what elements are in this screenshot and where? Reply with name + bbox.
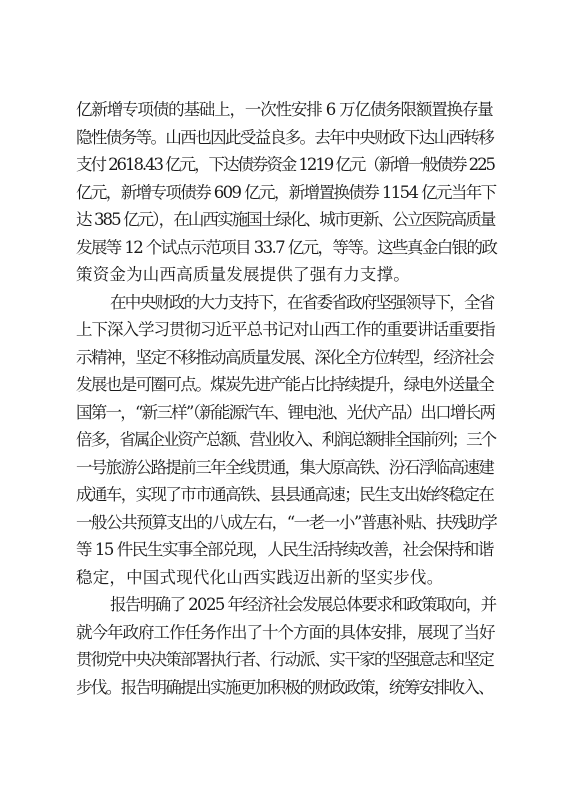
- text-line: 支付 2618.43 亿元，下达债券资金 1219 亿元（新增一般债券 225: [76, 155, 494, 174]
- text-line: 稳定，中国式现代化山西实践迈出新的坚实步伐。: [76, 567, 444, 587]
- text-line: 策资金为山西高质量发展提供了强有力支撑。: [76, 265, 410, 284]
- text-line: 隐性债务等。山西也因此受益良多。去年中央财政下达山西转移: [76, 127, 494, 147]
- text-line: 倍多，省属企业资产总额、营业收入、利润总额排全国前列；三个: [76, 430, 496, 449]
- text-line: 就今年政府工作任务作出了十个方面的具体安排，展现了当好: [76, 622, 495, 642]
- text-line: 一号旅游公路提前三年全线贯通，集大原高铁、汾石浮临高速建: [76, 457, 494, 477]
- text-line: 亿元，新增专项债券 609 亿元，新增置换债券 1154 亿元当年下: [76, 182, 496, 202]
- text-line: 等 15 件民生实事全部兑现，人民生活持续改善，社会保持和谐: [76, 540, 493, 559]
- text-line: 步伐。报告明确提出实施更加积极的财政政策，统筹安排收入、: [76, 677, 494, 697]
- text-line: 贯彻党中央决策部署执行者、行动派、实干家的坚强意志和坚定: [76, 650, 494, 669]
- paragraph-first-line: 在中央财政的大力支持下，在省委省政府坚强领导下，全省: [110, 292, 494, 312]
- document-body: [76, 96, 496, 701]
- text-line: 达 385 亿元），在山西实施国土绿化、城市更新、公立医院高质量: [76, 210, 495, 229]
- text-line: 上下深入学习贯彻习近平总书记对山西工作的重要讲话重要指: [76, 320, 495, 339]
- text-line: 成通车，实现了市市通高铁、县县通高速；民生支出始终稳定在: [76, 485, 494, 504]
- text-line: 示精神，坚定不移推动高质量发展、深化全方位转型，经济社会: [76, 347, 494, 367]
- text-line: 亿新增专项债的基础上，一次性安排 6 万亿债务限额置换存量: [76, 100, 493, 119]
- text-line: 发展等 12 个试点示范项目 33.7 亿元，等等。这些真金白银的政: [76, 237, 497, 257]
- paragraph-first-line: 报告明确了 2025 年经济社会发展总体要求和政策取向，并: [110, 595, 496, 614]
- text-line: 国第一，“新三样”（新能源汽车、锂电池、光伏产品）出口增长两: [76, 402, 495, 422]
- text-line: 一般公共预算支出的八成左右，“一老一小”普惠补贴、扶残助学: [76, 512, 497, 532]
- text-line: 发展也是可圈可点。煤炭先进产能占比持续提升，绿电外送量全: [76, 375, 494, 394]
